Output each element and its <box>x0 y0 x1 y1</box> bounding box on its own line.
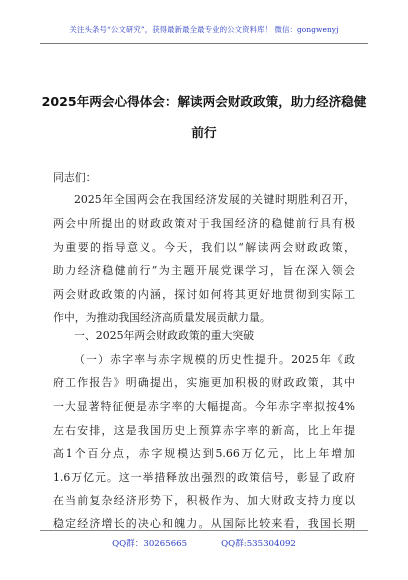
footer-qq-group-2: QQ群:535304092 <box>221 539 296 549</box>
paragraph-line: 两会财政政策的内涵，探讨如何将其更好地贯彻到实际工 <box>53 288 355 301</box>
paragraph-line: 作中，为推动我国经济高质量发展贡献力量。 <box>53 311 271 324</box>
footer-divider <box>40 530 368 531</box>
paragraph-line: 在当前复杂经济形势下，积极作为、加大财政支持力度以 <box>53 494 355 507</box>
paragraph-line: 一大显著特征便是赤字率的大幅提高。今年赤字率拟按4% <box>53 400 355 413</box>
footer <box>0 537 408 549</box>
paragraph-line: 左右安排，这是我国历史上预算赤字率的新高，比上年提 <box>53 424 355 437</box>
paragraph-line: 1.6万亿元。这一举措释放出强烈的政策信号，彰显了政府 <box>53 471 355 484</box>
header-banner: 关注头条号“公文研究”，获得最新最全最专业的公文资料库！ 微信：gongwenyj <box>69 25 339 34</box>
footer-qq-group-1: QQ群：30265665 <box>112 539 188 549</box>
paragraph-line: （一）赤字率与赤字规模的历史性提升。2025年《政 <box>74 353 355 366</box>
paragraph-line: 助力经济稳健前行”为主题开展党课学习，旨在深入领会 <box>53 264 355 277</box>
header-divider <box>40 43 368 44</box>
document-title: 2025年两会心得体会：解读两会财政政策，助力经济稳健 <box>41 94 367 109</box>
paragraph-line: 2025年全国两会在我国经济发展的关键时期胜利召开， <box>74 193 355 206</box>
paragraph-line: 为重要的指导意义。今天，我们以“解读两会财政政策， <box>53 241 355 254</box>
paragraph-line: 两会中所提出的财政政策对于我国经济的稳健前行具有极 <box>53 217 355 230</box>
document-title-continuation: 前行 <box>191 125 217 140</box>
paragraph-line: 府工作报告》明确提出，实施更加积极的财政政策，其中 <box>53 376 355 389</box>
paragraph-line: 高1个百分点，赤字规模达到5.66万亿元，比上年增加 <box>53 447 355 460</box>
paragraph-line: 稳定经济增长的决心和魄力。从国际比较来看，我国长期 <box>53 517 355 530</box>
section-heading: 一、2025年两会财政政策的重大突破 <box>74 329 255 342</box>
greeting: 同志们： <box>53 171 97 184</box>
